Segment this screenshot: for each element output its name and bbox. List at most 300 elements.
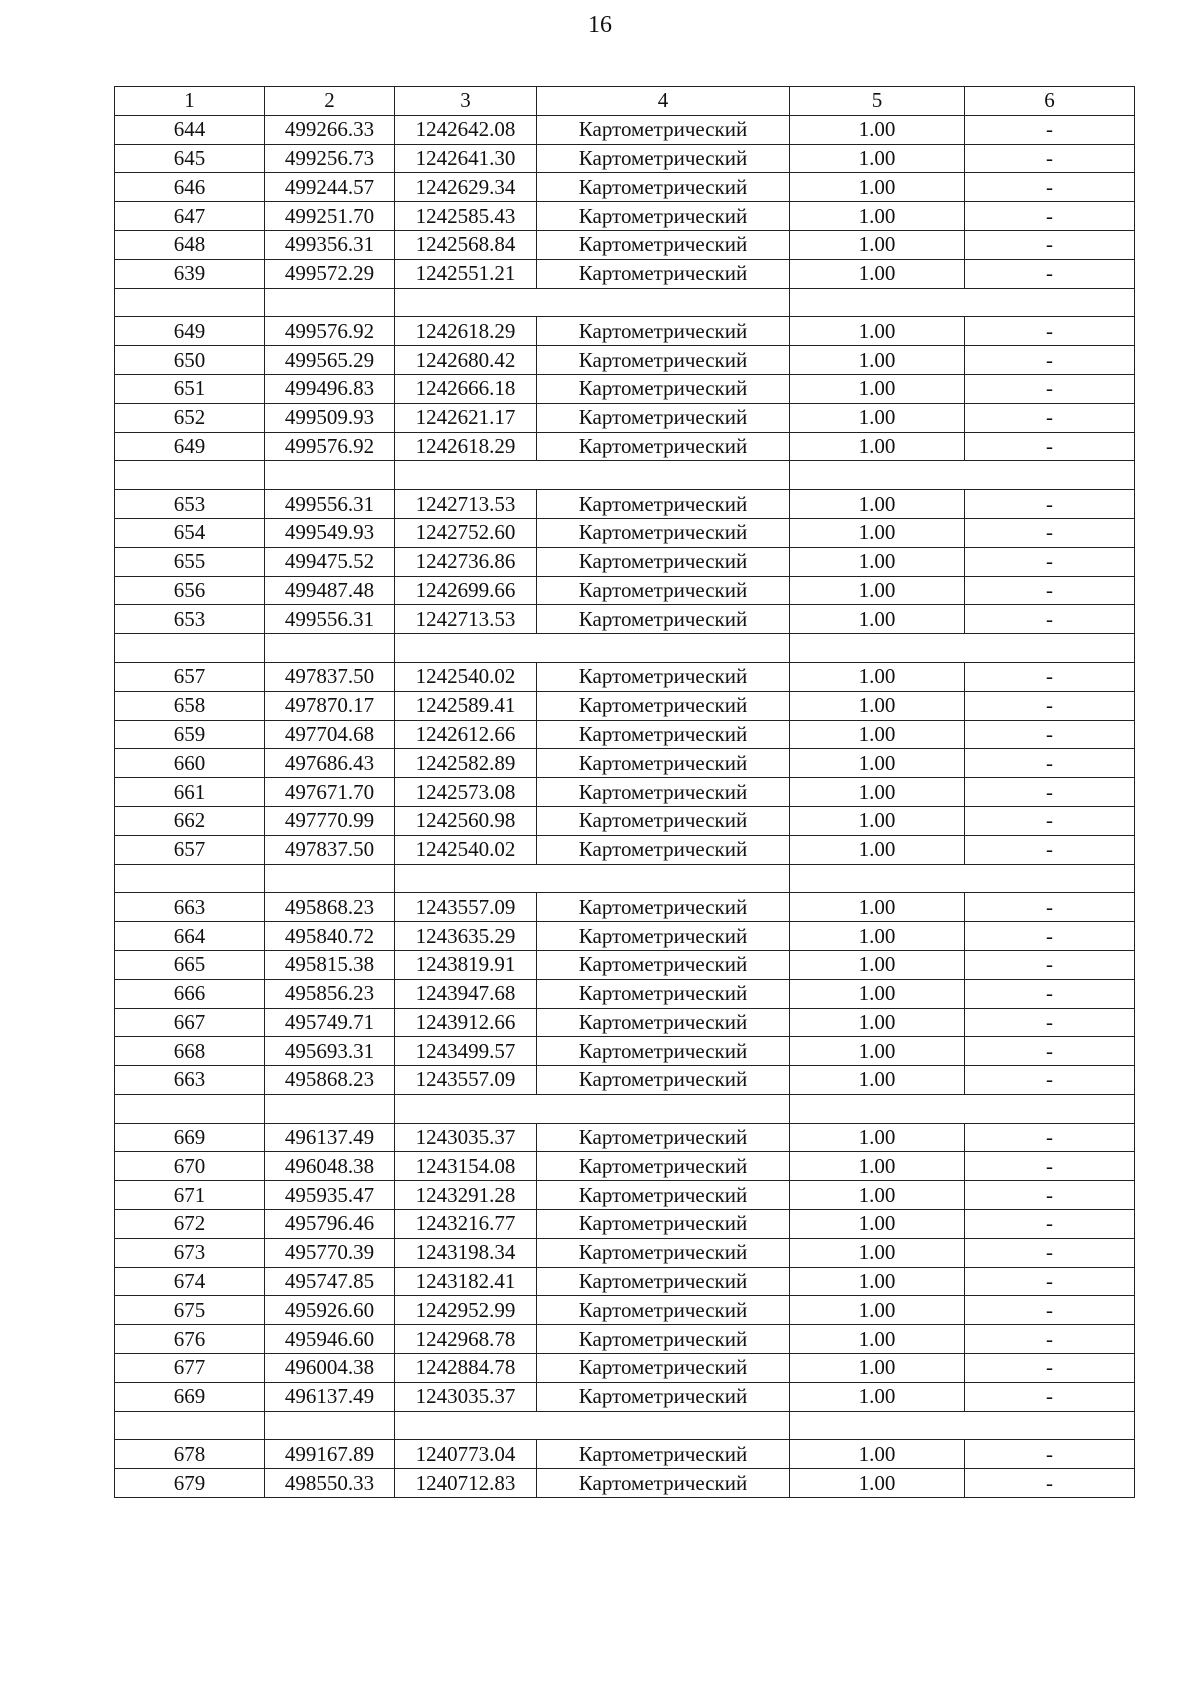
table-cell: 664 bbox=[115, 922, 265, 951]
table-cell: 1242568.84 bbox=[395, 230, 537, 259]
table-row bbox=[115, 1181, 1135, 1210]
table-row bbox=[115, 662, 1135, 691]
table-cell-empty bbox=[965, 288, 1135, 317]
table-cell: - bbox=[965, 1440, 1135, 1469]
table-cell: 1242713.53 bbox=[395, 605, 537, 634]
table-row bbox=[115, 1296, 1135, 1325]
table-cell: Картометрический bbox=[537, 490, 790, 519]
table-row bbox=[115, 922, 1135, 951]
table-cell: 1243291.28 bbox=[395, 1181, 537, 1210]
table-cell: 1242612.66 bbox=[395, 720, 537, 749]
table-cell-empty bbox=[537, 1094, 790, 1123]
table-cell: 650 bbox=[115, 346, 265, 375]
table-cell: 660 bbox=[115, 749, 265, 778]
table-row bbox=[115, 173, 1135, 202]
table-row bbox=[115, 144, 1135, 173]
table-cell: 657 bbox=[115, 662, 265, 691]
table-cell: 1243216.77 bbox=[395, 1210, 537, 1239]
table-cell: 497671.70 bbox=[265, 778, 395, 807]
table-cell: 1243035.37 bbox=[395, 1382, 537, 1411]
table-cell-empty bbox=[395, 634, 537, 663]
table-cell: 1.00 bbox=[790, 1325, 965, 1354]
table-cell: 1243154.08 bbox=[395, 1152, 537, 1181]
table-cell: Картометрический bbox=[537, 115, 790, 144]
table-cell: - bbox=[965, 403, 1135, 432]
table-cell: 499475.52 bbox=[265, 547, 395, 576]
table-cell: 499256.73 bbox=[265, 144, 395, 173]
table-cell: 645 bbox=[115, 144, 265, 173]
table-cell: 497870.17 bbox=[265, 691, 395, 720]
table-cell: 658 bbox=[115, 691, 265, 720]
table-cell: 499556.31 bbox=[265, 490, 395, 519]
table-cell: 1242540.02 bbox=[395, 662, 537, 691]
table-cell: 1.00 bbox=[790, 749, 965, 778]
table-cell: 639 bbox=[115, 259, 265, 288]
table-cell: 1.00 bbox=[790, 230, 965, 259]
table-cell: 1.00 bbox=[790, 1354, 965, 1383]
table-cell: 663 bbox=[115, 1066, 265, 1095]
table-cell-empty bbox=[395, 288, 537, 317]
table-cell: 1242573.08 bbox=[395, 778, 537, 807]
table-cell: 1.00 bbox=[790, 115, 965, 144]
table-cell: 1243499.57 bbox=[395, 1037, 537, 1066]
table-cell: 499556.31 bbox=[265, 605, 395, 634]
table-cell: 1.00 bbox=[790, 173, 965, 202]
table-cell: - bbox=[965, 1382, 1135, 1411]
table-cell-empty bbox=[790, 1094, 965, 1123]
table-cell: Картометрический bbox=[537, 547, 790, 576]
column-header: 4 bbox=[537, 87, 790, 116]
table-cell: Картометрический bbox=[537, 576, 790, 605]
table-cell: 1242699.66 bbox=[395, 576, 537, 605]
table-cell: 1242621.17 bbox=[395, 403, 537, 432]
table-cell: 1.00 bbox=[790, 1238, 965, 1267]
table-cell: Картометрический bbox=[537, 922, 790, 951]
table-cell: - bbox=[965, 1037, 1135, 1066]
table-cell-empty bbox=[965, 461, 1135, 490]
table-cell: Картометрический bbox=[537, 259, 790, 288]
table-cell: 498550.33 bbox=[265, 1469, 395, 1498]
table-cell: 653 bbox=[115, 490, 265, 519]
table-cell: 1242642.08 bbox=[395, 115, 537, 144]
table-cell: 1242666.18 bbox=[395, 374, 537, 403]
table-gap-row bbox=[115, 288, 1135, 317]
table-cell: - bbox=[965, 230, 1135, 259]
table-cell: Картометрический bbox=[537, 1181, 790, 1210]
coordinates-table bbox=[114, 86, 1135, 1498]
table-cell: Картометрический bbox=[537, 1152, 790, 1181]
table-cell: 499356.31 bbox=[265, 230, 395, 259]
table-cell-empty bbox=[265, 864, 395, 893]
table-cell: 1242629.34 bbox=[395, 173, 537, 202]
table-cell: - bbox=[965, 432, 1135, 461]
table-cell: 1.00 bbox=[790, 778, 965, 807]
table-cell: 499576.92 bbox=[265, 317, 395, 346]
table-row bbox=[115, 979, 1135, 1008]
table-cell: 1242736.86 bbox=[395, 547, 537, 576]
table-cell: - bbox=[965, 1123, 1135, 1152]
column-header: 6 bbox=[965, 87, 1135, 116]
table-row bbox=[115, 1354, 1135, 1383]
table-cell: - bbox=[965, 662, 1135, 691]
table-cell: Картометрический bbox=[537, 605, 790, 634]
table-cell: - bbox=[965, 1152, 1135, 1181]
table-cell: Картометрический bbox=[537, 374, 790, 403]
table-cell: 1242540.02 bbox=[395, 835, 537, 864]
table-cell: Картометрический bbox=[537, 1440, 790, 1469]
table-cell: 1.00 bbox=[790, 1296, 965, 1325]
table-cell-empty bbox=[537, 1411, 790, 1440]
table-cell: 1.00 bbox=[790, 1152, 965, 1181]
table-cell: 661 bbox=[115, 778, 265, 807]
table-cell: - bbox=[965, 144, 1135, 173]
table-row bbox=[115, 490, 1135, 519]
table-cell: - bbox=[965, 1008, 1135, 1037]
table-cell: 1242618.29 bbox=[395, 317, 537, 346]
table-cell: 1242884.78 bbox=[395, 1354, 537, 1383]
table-row bbox=[115, 1382, 1135, 1411]
table-cell: 663 bbox=[115, 893, 265, 922]
table-cell-empty bbox=[537, 634, 790, 663]
table-cell: Картометрический bbox=[537, 518, 790, 547]
table-cell: 499496.83 bbox=[265, 374, 395, 403]
table-cell: 1242589.41 bbox=[395, 691, 537, 720]
table-cell: - bbox=[965, 1210, 1135, 1239]
table-cell: Картометрический bbox=[537, 1238, 790, 1267]
table-cell: - bbox=[965, 317, 1135, 346]
table-row bbox=[115, 1123, 1135, 1152]
table-cell: 646 bbox=[115, 173, 265, 202]
table-cell: 656 bbox=[115, 576, 265, 605]
table-cell: Картометрический bbox=[537, 749, 790, 778]
table-row bbox=[115, 778, 1135, 807]
table-cell: 495856.23 bbox=[265, 979, 395, 1008]
table-cell: 499487.48 bbox=[265, 576, 395, 605]
table-body bbox=[115, 115, 1135, 1497]
table-cell: 651 bbox=[115, 374, 265, 403]
table-cell: Картометрический bbox=[537, 1382, 790, 1411]
table-cell: 1.00 bbox=[790, 950, 965, 979]
table-row bbox=[115, 893, 1135, 922]
table-row bbox=[115, 259, 1135, 288]
table-cell: Картометрический bbox=[537, 432, 790, 461]
table-cell: - bbox=[965, 346, 1135, 375]
table-row bbox=[115, 806, 1135, 835]
column-header: 2 bbox=[265, 87, 395, 116]
table-cell: 1242551.21 bbox=[395, 259, 537, 288]
table-cell: - bbox=[965, 202, 1135, 231]
table-cell: 655 bbox=[115, 547, 265, 576]
table-cell: Картометрический bbox=[537, 1296, 790, 1325]
table-row bbox=[115, 1008, 1135, 1037]
column-header: 1 bbox=[115, 87, 265, 116]
table-row bbox=[115, 576, 1135, 605]
table-cell: 495868.23 bbox=[265, 1066, 395, 1095]
table-cell: - bbox=[965, 518, 1135, 547]
table-cell: Картометрический bbox=[537, 144, 790, 173]
table-cell: 496004.38 bbox=[265, 1354, 395, 1383]
table-cell: 497837.50 bbox=[265, 835, 395, 864]
table-cell: 1.00 bbox=[790, 144, 965, 173]
table-cell: 495946.60 bbox=[265, 1325, 395, 1354]
table-cell: Картометрический bbox=[537, 1325, 790, 1354]
table-cell: 1243912.66 bbox=[395, 1008, 537, 1037]
table-cell: 1242952.99 bbox=[395, 1296, 537, 1325]
table-cell: 647 bbox=[115, 202, 265, 231]
table-cell: Картометрический bbox=[537, 662, 790, 691]
table-cell: Картометрический bbox=[537, 691, 790, 720]
table-cell: - bbox=[965, 893, 1135, 922]
table-cell: 1.00 bbox=[790, 518, 965, 547]
table-cell: 678 bbox=[115, 1440, 265, 1469]
table-cell: 675 bbox=[115, 1296, 265, 1325]
table-cell: 499549.93 bbox=[265, 518, 395, 547]
table-cell: - bbox=[965, 374, 1135, 403]
table-cell: 649 bbox=[115, 432, 265, 461]
table-cell: Картометрический bbox=[537, 806, 790, 835]
table-cell: 1242582.89 bbox=[395, 749, 537, 778]
table-cell: Картометрический bbox=[537, 346, 790, 375]
table-cell-empty bbox=[395, 461, 537, 490]
table-cell: 499565.29 bbox=[265, 346, 395, 375]
table-gap-row bbox=[115, 1094, 1135, 1123]
table-cell-empty bbox=[537, 864, 790, 893]
table-cell: 496137.49 bbox=[265, 1382, 395, 1411]
table-cell: 1.00 bbox=[790, 691, 965, 720]
table-cell: 1.00 bbox=[790, 1066, 965, 1095]
table-cell: 495770.39 bbox=[265, 1238, 395, 1267]
table-cell: - bbox=[965, 806, 1135, 835]
table-cell: 668 bbox=[115, 1037, 265, 1066]
table-cell: 1.00 bbox=[790, 662, 965, 691]
table-cell: 1.00 bbox=[790, 1469, 965, 1498]
table-cell: 667 bbox=[115, 1008, 265, 1037]
table-cell: 666 bbox=[115, 979, 265, 1008]
table-cell: - bbox=[965, 778, 1135, 807]
table-cell: 1243035.37 bbox=[395, 1123, 537, 1152]
table-cell-empty bbox=[265, 1094, 395, 1123]
table-cell: 648 bbox=[115, 230, 265, 259]
table-cell: 1243947.68 bbox=[395, 979, 537, 1008]
table-cell: 1240773.04 bbox=[395, 1440, 537, 1469]
table-cell-empty bbox=[965, 1094, 1135, 1123]
table-cell: - bbox=[965, 1354, 1135, 1383]
table-cell: 665 bbox=[115, 950, 265, 979]
table-cell: 1242641.30 bbox=[395, 144, 537, 173]
table-cell: - bbox=[965, 1238, 1135, 1267]
table-cell: 654 bbox=[115, 518, 265, 547]
table-cell: Картометрический bbox=[537, 1037, 790, 1066]
table-cell: Картометрический bbox=[537, 1123, 790, 1152]
table-cell: 1242968.78 bbox=[395, 1325, 537, 1354]
table-cell-empty bbox=[537, 288, 790, 317]
table-cell: 1.00 bbox=[790, 547, 965, 576]
table-cell-empty bbox=[395, 1411, 537, 1440]
table-cell-empty bbox=[265, 288, 395, 317]
table-cell: - bbox=[965, 490, 1135, 519]
table-cell: - bbox=[965, 173, 1135, 202]
table-cell: 1.00 bbox=[790, 922, 965, 951]
table-cell: 1.00 bbox=[790, 1037, 965, 1066]
table-row bbox=[115, 1325, 1135, 1354]
table-cell: 1.00 bbox=[790, 374, 965, 403]
table-cell: 495935.47 bbox=[265, 1181, 395, 1210]
table-cell: 495815.38 bbox=[265, 950, 395, 979]
table-row bbox=[115, 1210, 1135, 1239]
table-cell: 1.00 bbox=[790, 1008, 965, 1037]
table-cell: - bbox=[965, 835, 1135, 864]
table-cell: 1242618.29 bbox=[395, 432, 537, 461]
table-cell-empty bbox=[537, 461, 790, 490]
table-cell: 1.00 bbox=[790, 1123, 965, 1152]
table-row bbox=[115, 691, 1135, 720]
table-cell: Картометрический bbox=[537, 230, 790, 259]
table-cell: - bbox=[965, 576, 1135, 605]
table-cell: 1.00 bbox=[790, 432, 965, 461]
table-cell: 679 bbox=[115, 1469, 265, 1498]
table-cell: 1.00 bbox=[790, 202, 965, 231]
table-row bbox=[115, 403, 1135, 432]
table-row bbox=[115, 1066, 1135, 1095]
table-cell: Картометрический bbox=[537, 403, 790, 432]
table-row bbox=[115, 374, 1135, 403]
table-cell: 1.00 bbox=[790, 576, 965, 605]
table-cell: 1243182.41 bbox=[395, 1267, 537, 1296]
table-cell: 1243819.91 bbox=[395, 950, 537, 979]
table-cell: 669 bbox=[115, 1123, 265, 1152]
table-cell: - bbox=[965, 720, 1135, 749]
table-cell: 495796.46 bbox=[265, 1210, 395, 1239]
table-cell: 497837.50 bbox=[265, 662, 395, 691]
table-cell: Картометрический bbox=[537, 893, 790, 922]
table-cell: 1.00 bbox=[790, 720, 965, 749]
table-cell: Картометрический bbox=[537, 720, 790, 749]
table-cell: Картометрический bbox=[537, 778, 790, 807]
table-cell: - bbox=[965, 1469, 1135, 1498]
table-cell: 499251.70 bbox=[265, 202, 395, 231]
table-cell: - bbox=[965, 1325, 1135, 1354]
table-cell: - bbox=[965, 259, 1135, 288]
table-cell: 644 bbox=[115, 115, 265, 144]
table-cell: 669 bbox=[115, 1382, 265, 1411]
table-cell: Картометрический bbox=[537, 173, 790, 202]
table-cell-empty bbox=[265, 461, 395, 490]
table-cell: 1.00 bbox=[790, 1267, 965, 1296]
table-row bbox=[115, 346, 1135, 375]
table-cell: 1.00 bbox=[790, 806, 965, 835]
table-cell: 652 bbox=[115, 403, 265, 432]
table-row bbox=[115, 720, 1135, 749]
table-cell: 1.00 bbox=[790, 605, 965, 634]
table-cell: 495747.85 bbox=[265, 1267, 395, 1296]
table-row bbox=[115, 518, 1135, 547]
table-cell: 653 bbox=[115, 605, 265, 634]
table-cell: 495868.23 bbox=[265, 893, 395, 922]
table-cell: 1243635.29 bbox=[395, 922, 537, 951]
table-cell: - bbox=[965, 547, 1135, 576]
table-cell: 496137.49 bbox=[265, 1123, 395, 1152]
table-cell: 1.00 bbox=[790, 1382, 965, 1411]
table-cell: 495693.31 bbox=[265, 1037, 395, 1066]
table-cell: 649 bbox=[115, 317, 265, 346]
table-cell-empty bbox=[115, 461, 265, 490]
table-cell: 659 bbox=[115, 720, 265, 749]
table-cell-empty bbox=[790, 634, 965, 663]
table-row bbox=[115, 1238, 1135, 1267]
table-cell: 677 bbox=[115, 1354, 265, 1383]
table-row bbox=[115, 547, 1135, 576]
table-row bbox=[115, 115, 1135, 144]
table-cell: - bbox=[965, 1267, 1135, 1296]
table-cell: 671 bbox=[115, 1181, 265, 1210]
table-row bbox=[115, 432, 1135, 461]
table-row bbox=[115, 230, 1135, 259]
table-cell: Картометрический bbox=[537, 1267, 790, 1296]
table-cell: 1242560.98 bbox=[395, 806, 537, 835]
table-cell: 1242680.42 bbox=[395, 346, 537, 375]
table-cell: - bbox=[965, 1181, 1135, 1210]
table-cell: 497686.43 bbox=[265, 749, 395, 778]
table-cell: 1243198.34 bbox=[395, 1238, 537, 1267]
table-cell: 1240712.83 bbox=[395, 1469, 537, 1498]
table-cell: - bbox=[965, 749, 1135, 778]
table-cell-empty bbox=[265, 1411, 395, 1440]
table-gap-row bbox=[115, 1411, 1135, 1440]
table-row bbox=[115, 749, 1135, 778]
table-cell: 499244.57 bbox=[265, 173, 395, 202]
table-cell: 657 bbox=[115, 835, 265, 864]
table-row bbox=[115, 1440, 1135, 1469]
table-cell: 1.00 bbox=[790, 835, 965, 864]
table-cell: 495749.71 bbox=[265, 1008, 395, 1037]
table-cell: 662 bbox=[115, 806, 265, 835]
table-cell-empty bbox=[790, 1411, 965, 1440]
table-cell: 1.00 bbox=[790, 1210, 965, 1239]
table-cell: Картометрический bbox=[537, 1066, 790, 1095]
table-cell: - bbox=[965, 922, 1135, 951]
table-cell: 672 bbox=[115, 1210, 265, 1239]
table-cell: 499266.33 bbox=[265, 115, 395, 144]
table-row bbox=[115, 1469, 1135, 1498]
table-cell: 1.00 bbox=[790, 893, 965, 922]
table-row bbox=[115, 605, 1135, 634]
table-row bbox=[115, 1267, 1135, 1296]
table-cell: 1243557.09 bbox=[395, 893, 537, 922]
table-row bbox=[115, 1037, 1135, 1066]
table-cell-empty bbox=[265, 634, 395, 663]
table-gap-row bbox=[115, 634, 1135, 663]
table-cell: Картометрический bbox=[537, 835, 790, 864]
table-cell: 499572.29 bbox=[265, 259, 395, 288]
table-gap-row bbox=[115, 864, 1135, 893]
table-cell: Картометрический bbox=[537, 1008, 790, 1037]
table-row bbox=[115, 317, 1135, 346]
table-cell: 673 bbox=[115, 1238, 265, 1267]
table-cell: Картометрический bbox=[537, 1469, 790, 1498]
table-cell: - bbox=[965, 115, 1135, 144]
table-cell: 670 bbox=[115, 1152, 265, 1181]
table-cell: 497704.68 bbox=[265, 720, 395, 749]
table-cell: 1.00 bbox=[790, 1440, 965, 1469]
table-cell: 1242752.60 bbox=[395, 518, 537, 547]
table-cell: 1242585.43 bbox=[395, 202, 537, 231]
table-cell-empty bbox=[115, 288, 265, 317]
table-cell: 1243557.09 bbox=[395, 1066, 537, 1095]
table-cell: 499576.92 bbox=[265, 432, 395, 461]
table-cell: 1.00 bbox=[790, 979, 965, 1008]
table-cell: 1.00 bbox=[790, 259, 965, 288]
column-header: 5 bbox=[790, 87, 965, 116]
